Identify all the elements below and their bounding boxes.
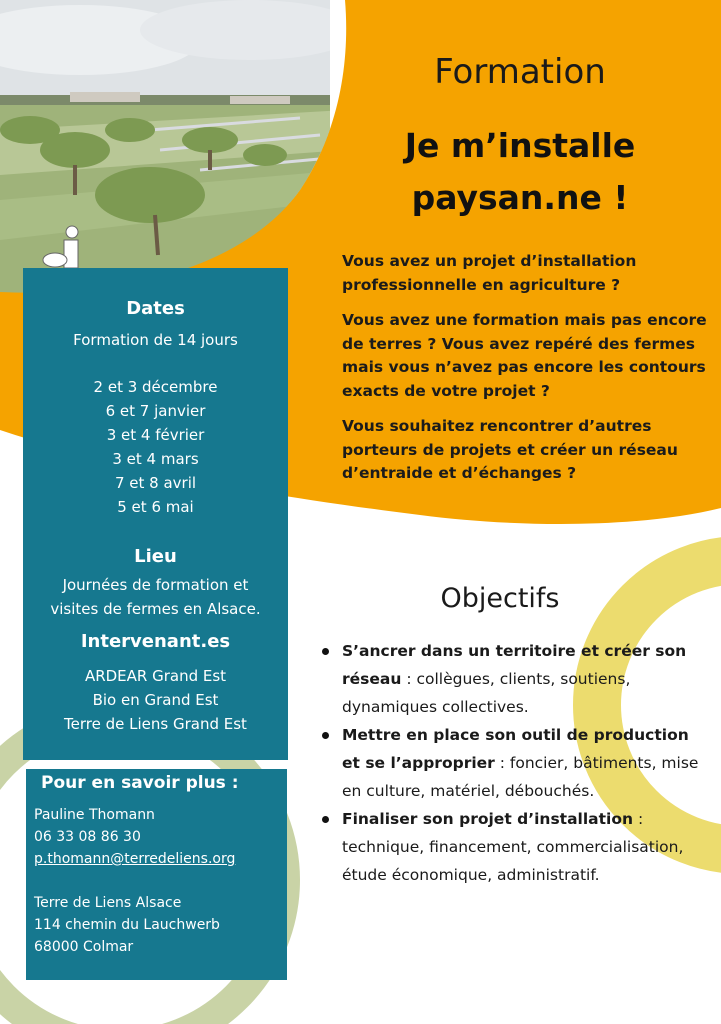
dates-list xyxy=(23,375,288,519)
contact-name: Pauline Thomann xyxy=(34,807,155,823)
intro-question-3: Vous souhaitez rencontrer d’autres porteurs de projets et créer un réseau d’entraide et d’échanges ? xyxy=(342,417,678,482)
intervenant-item: ARDEAR Grand Est xyxy=(84,667,227,685)
contact-email-link[interactable]: p.thomann@terredeliens.org xyxy=(34,851,236,867)
formation-label: Formation xyxy=(434,52,606,92)
intro-questions xyxy=(342,250,714,498)
date-item: 7 et 8 avril xyxy=(114,474,197,492)
contact-heading: Pour en savoir plus : xyxy=(41,773,239,793)
objectif-rest: : foncier, bâtiments, mise en culture, matériel, débouchés. xyxy=(342,754,699,800)
intervenants-list xyxy=(23,664,288,736)
lieu-line-2: visites de fermes en Alsace. xyxy=(50,600,261,618)
date-item: 5 et 6 mai xyxy=(117,498,194,516)
intervenants-heading: Intervenant.es xyxy=(80,631,231,652)
page-title xyxy=(345,120,695,224)
intro-question-2: Vous avez une formation mais pas encore de terres ? Vous avez repéré des fermes mais vous n’avez pas encore les contours exacts de votre projet ? xyxy=(342,311,707,400)
date-item: 3 et 4 février xyxy=(106,426,205,444)
objectif-item xyxy=(320,637,710,721)
date-item: 2 et 3 décembre xyxy=(93,378,218,396)
objectifs-heading: Objectifs xyxy=(440,583,560,614)
lieu-text xyxy=(23,573,288,621)
objectif-bold: S’ancrer dans un territoire et créer son réseau xyxy=(342,642,687,688)
objectif-item xyxy=(320,721,710,805)
lieu-heading: Lieu xyxy=(134,546,177,567)
dates-subtitle: Formation de 14 jours xyxy=(73,331,238,349)
intervenant-item: Terre de Liens Grand Est xyxy=(64,715,247,733)
contact-org: Terre de Liens Alsace xyxy=(34,895,182,911)
contact-box xyxy=(26,769,287,980)
contact-street: 114 chemin du Lauchwerb xyxy=(34,917,220,933)
objectif-bold: Finaliser son projet d’installation xyxy=(342,810,634,828)
objectifs-list xyxy=(320,637,710,889)
objectif-bold: Mettre en place son outil de production et se l’approprier xyxy=(342,726,689,772)
objectif-rest: : technique, financement, commercialisation, étude économique, administratif. xyxy=(342,810,684,884)
title-line-2: paysan.ne ! xyxy=(411,178,629,217)
dates-info-box xyxy=(23,268,288,760)
date-item: 3 et 4 mars xyxy=(112,450,199,468)
intervenant-item: Bio en Grand Est xyxy=(92,691,219,709)
objectif-item xyxy=(320,805,710,889)
contact-city: 68000 Colmar xyxy=(34,939,134,955)
lieu-line-1: Journées de formation et xyxy=(62,576,249,594)
objectif-rest: : collègues, clients, soutiens, dynamiques collectives. xyxy=(342,670,631,716)
farm-illustration xyxy=(0,0,330,300)
date-item: 6 et 7 janvier xyxy=(105,402,206,420)
contact-phone[interactable]: 06 33 08 86 30 xyxy=(34,829,141,845)
contact-details xyxy=(34,804,235,958)
title-line-1: Je m’installe xyxy=(404,126,636,165)
dates-heading: Dates xyxy=(126,298,185,319)
intro-question-1: Vous avez un projet d’installation professionnelle en agriculture ? xyxy=(342,252,637,294)
